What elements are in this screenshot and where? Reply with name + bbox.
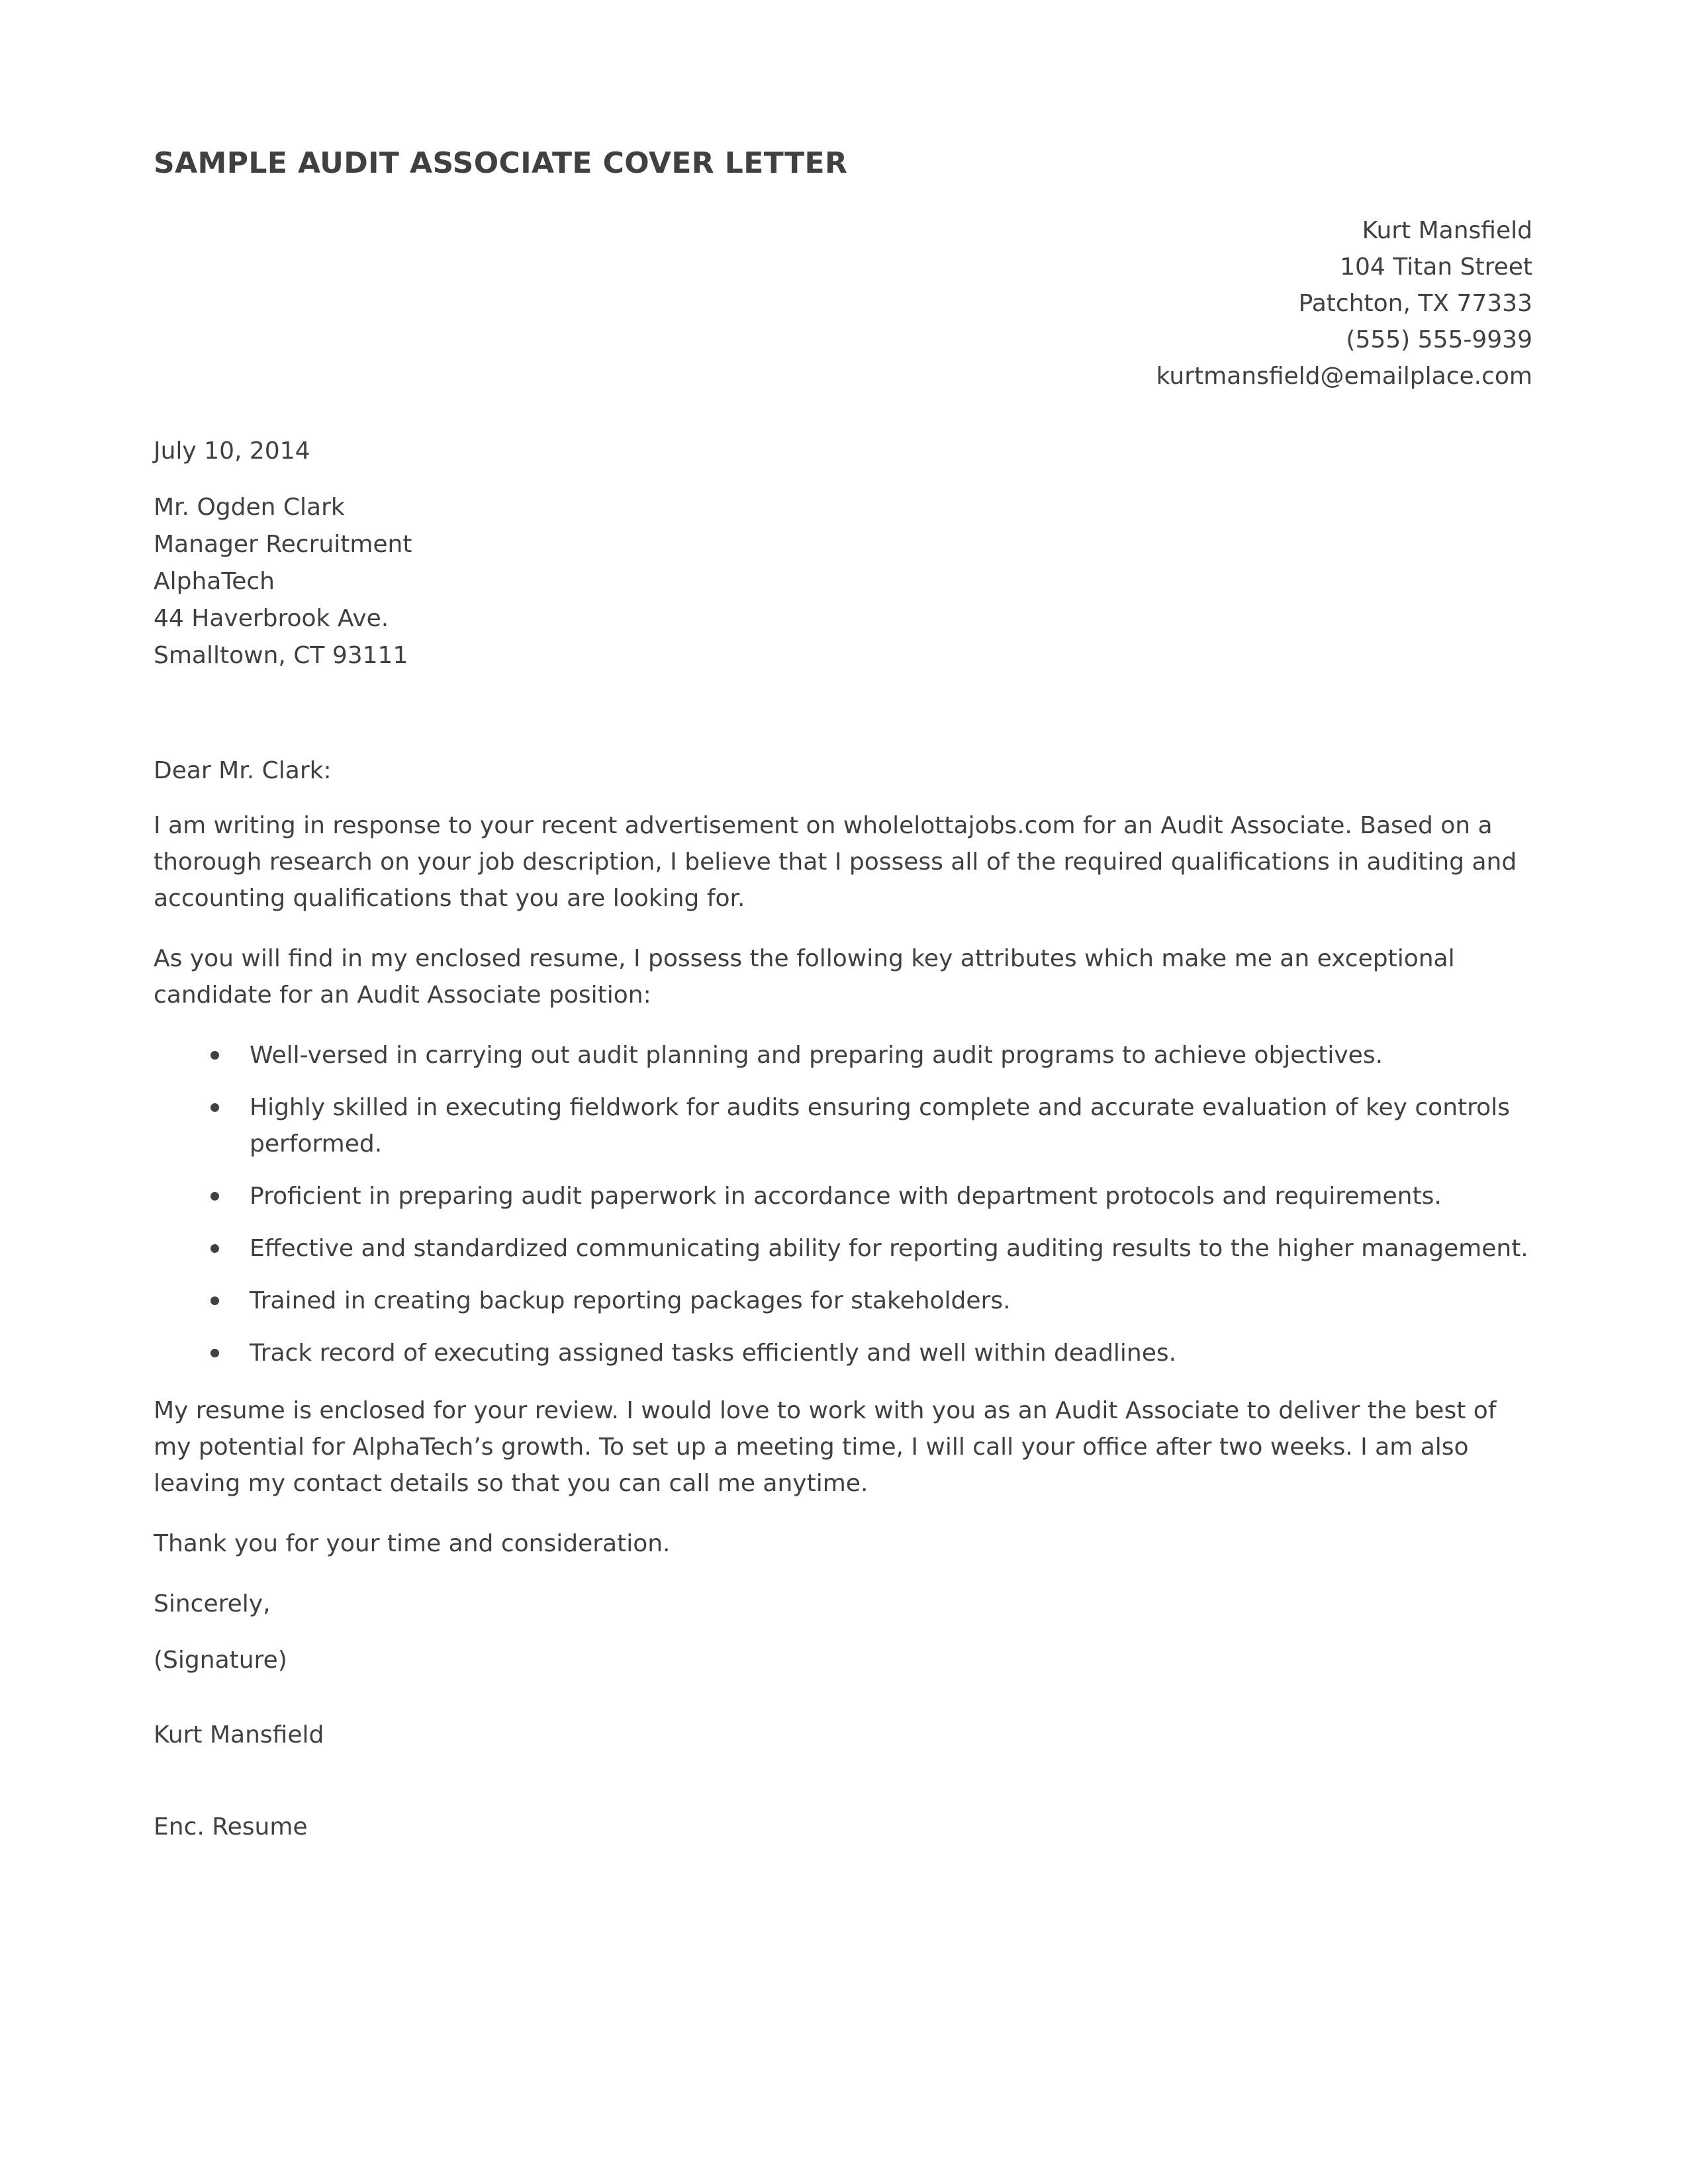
signer-name: Kurt Mansfield [154,1721,324,1749]
signature-placeholder: (Signature) [154,1646,287,1674]
sender-city-state-zip: Patchton, TX 77333 [1298,289,1532,317]
letter-date: July 10, 2014 [154,437,310,465]
sender-address-block [154,212,1532,394]
list-item-label: Effective and standardized communicating ability for reporting auditing results to the higher management. [250,1234,1528,1262]
bullet-dot-icon [211,1244,219,1253]
list-item [154,1230,1532,1267]
list-item [154,1283,1532,1319]
list-item-label: Proficient in preparing audit paperwork in accordance with department protocols and requirements. [250,1182,1442,1210]
recipient-job-title: Manager Recruitment [154,530,412,558]
qualifications-list [154,1037,1532,1371]
bullet-dot-icon [211,1051,219,1060]
body-paragraph-3: My resume is enclosed for your review. I would love to work with you as an Audit Associate to deliver the best of my potential for AlphaTech’s growth. To set up a meeting time, I will call your office after two weeks. I am also leaving my contact details so that you can call me anytime. [154,1396,1497,1497]
recipient-name: Mr. Ogden Clark [154,493,345,521]
salutation: Dear Mr. Clark: [154,756,332,784]
list-item [154,1178,1532,1214]
list-item-label: Trained in creating backup reporting packages for stakeholders. [250,1287,1011,1314]
list-item [154,1089,1532,1162]
sender-street: 104 Titan Street [1340,253,1532,281]
list-item [154,1335,1532,1371]
sender-phone: (555) 555-9939 [1346,326,1532,353]
page-title: SAMPLE AUDIT ASSOCIATE COVER LETTER [154,146,848,180]
sender-email: kurtmansfield@emailplace.com [1156,362,1532,390]
sign-off: Sincerely, [154,1590,271,1617]
enclosure-note: Enc. Resume [154,1813,308,1841]
body-paragraph-1: I am writing in response to your recent advertisement on wholelottajobs.com for an Audit Associate. Based on a thorough research on your job description, I believe that I possess all of the required qualifications in auditing and accounting qualifications that you are looking for. [154,811,1517,912]
recipient-address-block [154,489,1532,674]
recipient-street: 44 Haverbrook Ave. [154,604,389,632]
recipient-company: AlphaTech [154,567,275,595]
bullet-dot-icon [211,1297,219,1305]
sender-name: Kurt Mansfield [1362,216,1532,244]
list-item [154,1037,1532,1073]
bullet-dot-icon [211,1192,219,1201]
thank-you-line: Thank you for your time and consideration. [154,1529,671,1557]
body-paragraph-2: As you will find in my enclosed resume, I possess the following key attributes which make me an exceptional candidate for an Audit Associate position: [154,944,1455,1009]
list-item-label: Track record of executing assigned tasks efficiently and well within deadlines. [250,1339,1177,1367]
letter-content [154,0,1532,1845]
list-item-label: Highly skilled in executing fieldwork for audits ensuring complete and accurate evaluation of key controls performed. [250,1093,1510,1158]
recipient-city-state-zip: Smalltown, CT 93111 [154,641,408,669]
bullet-dot-icon [211,1349,219,1357]
list-item-label: Well-versed in carrying out audit planning and preparing audit programs to achieve objectives. [250,1041,1383,1069]
bullet-dot-icon [211,1103,219,1112]
